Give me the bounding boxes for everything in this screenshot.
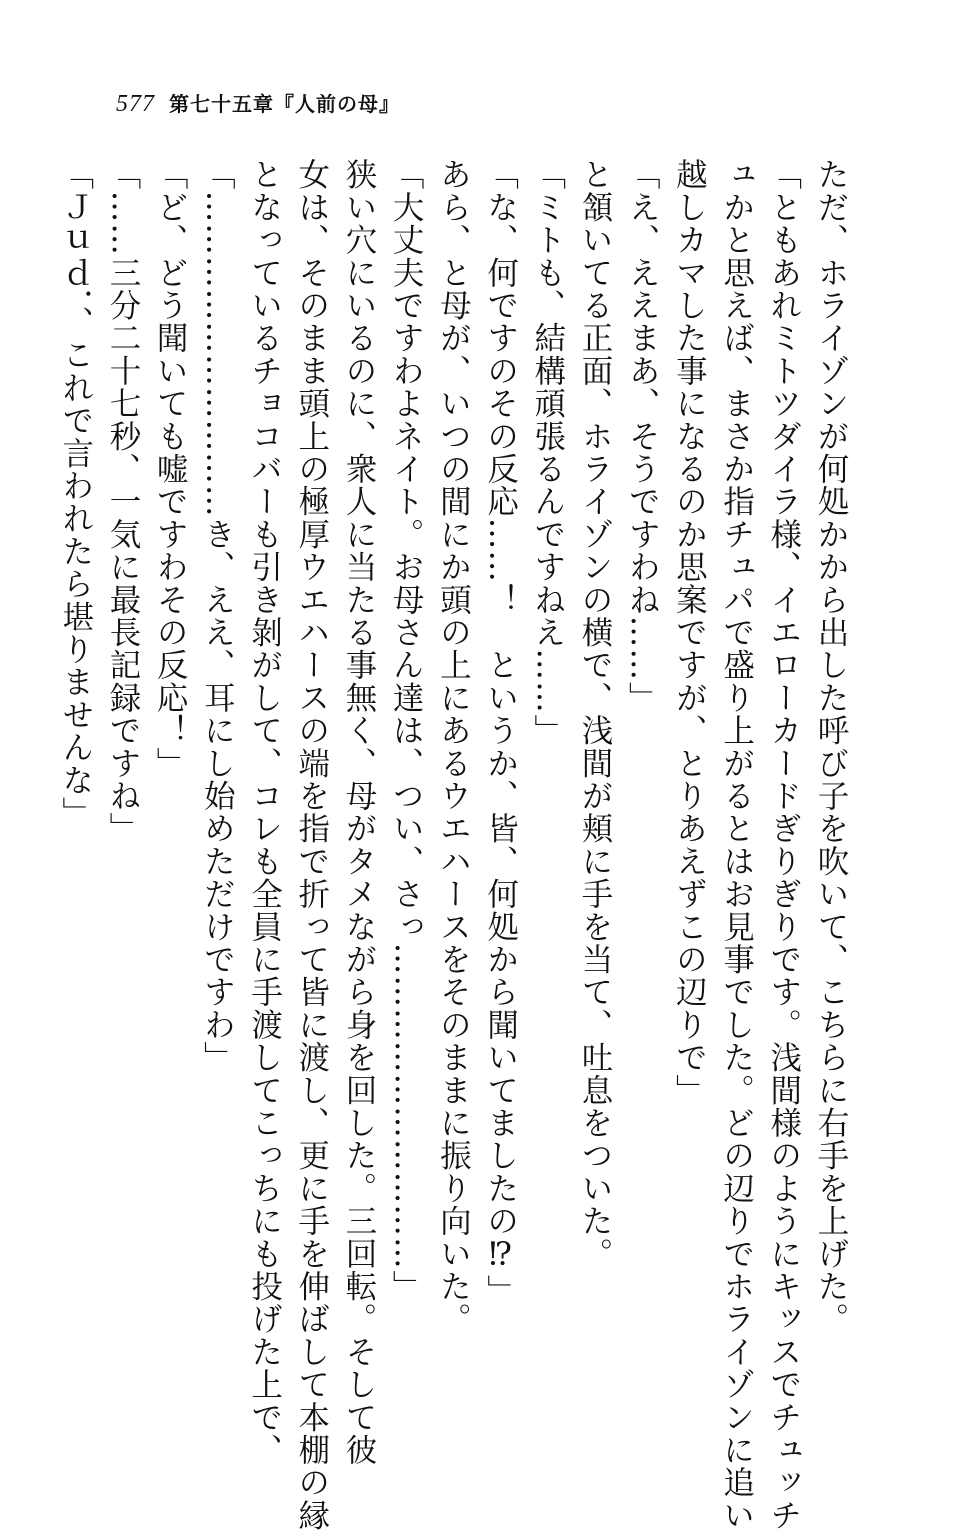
text-line: 狭い穴にいるのに、衆人に当たる事無く、母がタメながら身を回した。三回転。そして彼 [340, 158, 377, 1466]
text-line: 「Ｊｕｄ．、これで言われたら堪りませんな」 [57, 158, 94, 829]
page-header [116, 88, 400, 128]
novel-body-text [57, 158, 854, 1531]
text-line: となっているチョコバーも引き剝がして、コレも全員に手渡してこっちにも投げた上で、 [246, 158, 283, 1466]
text-line: 「…………………………き、ええ、耳にし始めただけですわ」 [199, 158, 236, 1074]
text-line: 「大丈夫ですわよネイト。お母さん達は、つい、さっ…………………………」 [388, 158, 425, 1303]
text-line: と頷いてる正面、ホライゾンの横で、浅間が頬に手を当て、吐息をついた。 [576, 158, 613, 1270]
text-line: 「ミトも、結構頑張るんですねえ……」 [529, 158, 566, 747]
page-number: 577 [116, 91, 155, 117]
text-line: 越しカマした事になるのか思案ですが、とりあえずこの辺りで」 [671, 158, 708, 1107]
chapter-title: 第七十五章『人前の母』 [169, 92, 400, 116]
text-line: ただ、ホライゾンが何処かから出した呼び子を吹いて、こちらに右手を上げた。 [813, 158, 849, 1336]
text-line: あら、と母が、いつの間にか頭の上にあるウエハースをそのままに振り向いた。 [435, 158, 472, 1336]
text-line: 「ともあれミトツダイラ様、イエローカードぎりぎりです。浅間様のようにキッスでチュッチ [765, 158, 802, 1531]
text-line: 女は、そのまま頭上の極厚ウエハースの端を指で折って皆に渡し、更に手を伸ばして本棚の縁 [293, 158, 330, 1531]
text-line: 「え、ええまあ、そうですわね……」 [624, 158, 661, 714]
text-line: 「ど、どう聞いても嘘ですわその反応！」 [152, 158, 189, 780]
text-line: 「な、何ですのその反応……！ というか、皆、何処から聞いてましたの⁉」 [482, 158, 519, 1307]
text-line: ュかと思えば、まさか指チュパで盛り上がるとはお見事でした。どの辺りでホライゾンに追い [718, 158, 755, 1531]
text-line: 「……三分二十七秒、一気に最長記録ですね」 [104, 158, 141, 845]
